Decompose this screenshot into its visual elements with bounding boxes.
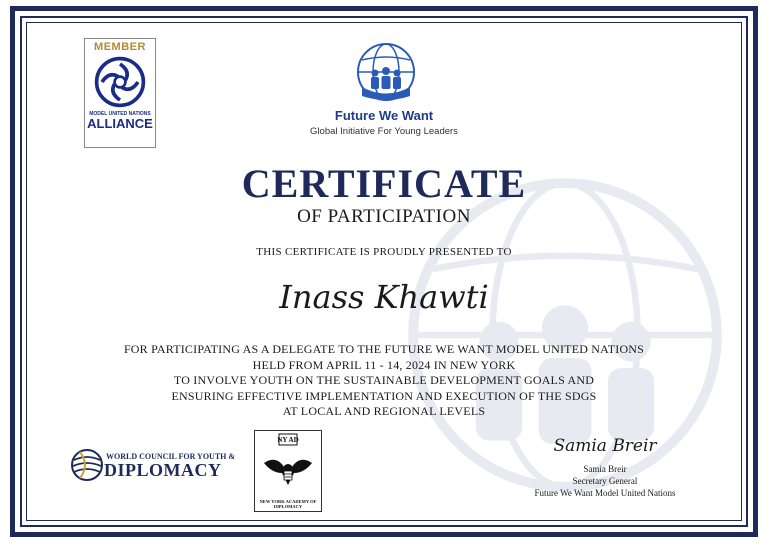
badge-member-text: MEMBER — [94, 41, 146, 53]
certificate-subtitle: OF PARTICIPATION — [297, 206, 471, 227]
world-council-logo — [70, 444, 240, 484]
body-line: FOR PARTICIPATING AS A DELEGATE TO THE FUTURE WE WANT MODEL UNITED NATIONS — [123, 342, 645, 356]
ny-academy-text: NEW YORK ACADEMY OF DIPLOMACY — [259, 499, 317, 509]
future-we-want-logo-icon — [356, 42, 416, 102]
signer-name: Samia Breir — [583, 464, 627, 474]
body-line: HELD FROM APRIL 11 - 14, 2024 IN NEW YORK — [252, 357, 516, 372]
badge-alliance-text: ALLIANCE — [87, 116, 153, 131]
world-council-line1: WORLD COUNCIL FOR YOUTH & — [106, 452, 236, 461]
world-council-globe-icon — [70, 446, 104, 484]
signer-title: Secretary General — [572, 476, 638, 486]
signer-org: Future We Want Model United Nations — [534, 488, 676, 498]
badge-org-text: MODEL UNITED NATIONS — [89, 111, 151, 117]
nyad-monogram: NY AD — [277, 436, 299, 444]
world-council-line2: DIPLOMACY — [104, 460, 222, 480]
ny-academy-seal — [254, 430, 322, 512]
alliance-emblem-icon — [93, 55, 147, 109]
body-line: AT LOCAL AND REGIONAL LEVELS — [282, 404, 486, 418]
org-tagline: Global Initiative For Young Leaders — [310, 126, 458, 137]
presented-to-text: THIS CERTIFICATE IS PROUDLY PRESENTED TO — [256, 246, 512, 258]
signature: Samia Breir — [553, 436, 657, 456]
certificate-body — [0, 342, 768, 420]
certificate-title: CERTIFICATE — [241, 161, 527, 206]
body-line: TO INVOLVE YOUTH ON THE SUSTAINABLE DEVELOPMENT GOALS AND — [173, 373, 595, 387]
eagle-seal-icon — [260, 433, 316, 493]
org-name: Future We Want — [334, 108, 434, 123]
recipient-name: Inass Khawti — [279, 278, 489, 316]
body-line: ENSURING EFFECTIVE IMPLEMENTATION AND EXECUTION OF THE SDGS — [171, 388, 597, 403]
